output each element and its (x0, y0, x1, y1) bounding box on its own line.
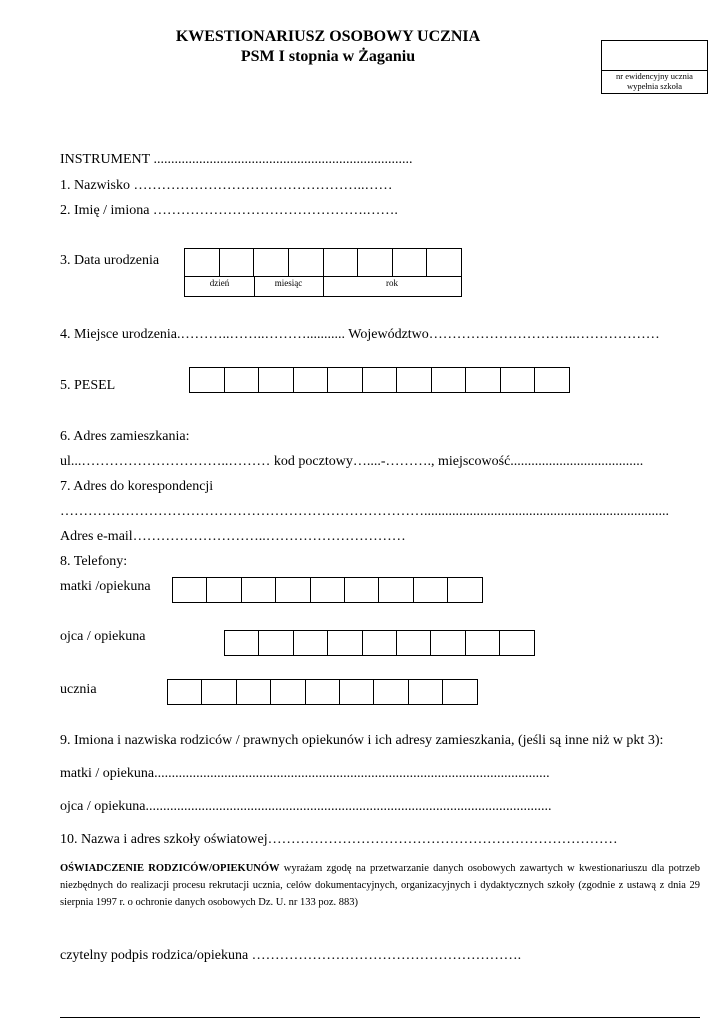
digit-cell[interactable] (448, 577, 482, 603)
dob-day-label: dzień (209, 278, 230, 288)
digit-cell[interactable] (259, 630, 293, 656)
digit-cell[interactable] (397, 367, 432, 393)
digit-cell[interactable] (207, 577, 241, 603)
first-names-field[interactable]: 2. Imię / imiona ……………………………………….……. (60, 203, 398, 218)
digit-cell[interactable] (225, 367, 260, 393)
school-field[interactable]: 10. Nazwa i adres szkoły oświatowej………………………………………………………………… (60, 832, 618, 847)
digit-cell[interactable] (328, 630, 362, 656)
digit-cell[interactable] (432, 367, 467, 393)
digit-cell[interactable] (237, 679, 271, 705)
registry-caption (602, 71, 707, 91)
dob-digit-cell[interactable] (393, 249, 428, 276)
digit-cell[interactable] (535, 367, 570, 393)
address-field[interactable]: ul...…………………………..……… kod pocztowy…....-………., miejscowość...................................... (60, 454, 644, 469)
pesel-grid[interactable] (189, 367, 570, 393)
birthplace-field[interactable]: 4. Miejsce urodzenia.………..……..………........... Województwo…………………………..……………… (60, 327, 660, 342)
consent-declaration (60, 860, 700, 911)
correspondence-field[interactable]: ……………………………………………………………………...................................................................... (60, 504, 669, 519)
form-title: KWESTIONARIUSZ OSOBOWY UCZNIA (175, 28, 481, 45)
digit-cell[interactable] (168, 679, 202, 705)
phone-mother-grid[interactable] (172, 577, 483, 603)
phone-father-label: ojca / opiekuna (60, 629, 146, 644)
address-header: 6. Adres zamieszkania: (60, 429, 190, 444)
dob-digit-cell[interactable] (220, 249, 255, 276)
digit-cell[interactable] (363, 630, 397, 656)
digit-cell[interactable] (379, 577, 413, 603)
phone-student-label: ucznia (60, 682, 97, 697)
phone-student-grid[interactable] (167, 679, 478, 705)
dob-digit-cell[interactable] (185, 249, 220, 276)
digit-cell[interactable] (311, 577, 345, 603)
registry-number-box[interactable] (601, 40, 708, 94)
digit-cell[interactable] (501, 367, 536, 393)
digit-cell[interactable] (225, 630, 259, 656)
instrument-field[interactable]: INSTRUMENT .......................................................................... (60, 152, 413, 167)
declaration-heading: OŚWIADCZENIE RODZICÓW/OPIEKUNÓW (60, 863, 280, 874)
digit-cell[interactable] (340, 679, 374, 705)
digit-cell[interactable] (328, 367, 363, 393)
mother-name-field[interactable]: matki / opiekuna................................................................................................................. (60, 766, 550, 781)
digit-cell[interactable] (466, 630, 500, 656)
dob-digit-cell[interactable] (427, 249, 461, 276)
dob-digit-cell[interactable] (324, 249, 359, 276)
digit-cell[interactable] (190, 367, 225, 393)
registry-caption-line1: nr ewidencyjny ucznia (616, 71, 693, 81)
dob-label: 3. Data urodzenia (60, 253, 160, 268)
surname-field[interactable]: 1. Nazwisko …………………………………………..…… (60, 178, 393, 193)
dob-digit-cell[interactable] (254, 249, 289, 276)
phones-header: 8. Telefony: (60, 554, 128, 569)
phone-mother-label: matki /opiekuna (60, 579, 151, 594)
email-field[interactable]: Adres e-mail………………………..………………………… (60, 529, 406, 544)
digit-cell[interactable] (374, 679, 408, 705)
digit-cell[interactable] (271, 679, 305, 705)
digit-cell[interactable] (294, 630, 328, 656)
phone-father-grid[interactable] (224, 630, 535, 656)
digit-cell[interactable] (242, 577, 276, 603)
dob-month-label: miesiąc (274, 278, 303, 288)
pesel-label: 5. PESEL (60, 378, 116, 393)
signature-field[interactable]: czytelny podpis rodzica/opiekuna …………………………………………………. (60, 948, 522, 963)
digit-cell[interactable] (409, 679, 443, 705)
digit-cell[interactable] (294, 367, 329, 393)
digit-cell[interactable] (466, 367, 501, 393)
digit-cell[interactable] (276, 577, 310, 603)
digit-cell[interactable] (443, 679, 477, 705)
registry-caption-line2: wypełnia szkoła (627, 81, 682, 91)
dob-grid[interactable] (184, 248, 462, 297)
digit-cell[interactable] (345, 577, 379, 603)
digit-cell[interactable] (397, 630, 431, 656)
digit-cell[interactable] (363, 367, 398, 393)
father-name-field[interactable]: ojca / opiekuna.................................................................................................................... (60, 799, 552, 814)
bottom-rule (60, 1017, 700, 1018)
dob-digit-cell[interactable] (358, 249, 393, 276)
digit-cell[interactable] (500, 630, 534, 656)
digit-cell[interactable] (306, 679, 340, 705)
declaration-text: wyrażam zgodę na przetwarzanie danych osobowych zawartych w kwestionariuszu dla potrzeb niezbędnych do realizacji procesu rekrutacji ucznia, celów dokumentacyjnych, organizacyjnych i dydaktycznych szkoły (zgodnie z ustawą z dnia 29 sierpnia 1997 r. o ochronie danych osobowych Dz. U. nr 133 poz. 883) (60, 863, 701, 908)
digit-cell[interactable] (414, 577, 448, 603)
digit-cell[interactable] (202, 679, 236, 705)
digit-cell[interactable] (173, 577, 207, 603)
dob-digit-cell[interactable] (289, 249, 324, 276)
dob-cells[interactable] (185, 249, 461, 276)
dob-year-label: rok (386, 278, 398, 288)
digit-cell[interactable] (259, 367, 294, 393)
correspondence-header: 7. Adres do korespondencji (60, 479, 214, 494)
parents-header: 9. Imiona i nazwiska rodziców / prawnych opiekunów i ich adresy zamieszkania, (jeśli są inne niż w pkt 3): (60, 733, 664, 748)
form-subtitle: PSM I stopnia w Żaganiu (240, 48, 416, 65)
digit-cell[interactable] (431, 630, 465, 656)
